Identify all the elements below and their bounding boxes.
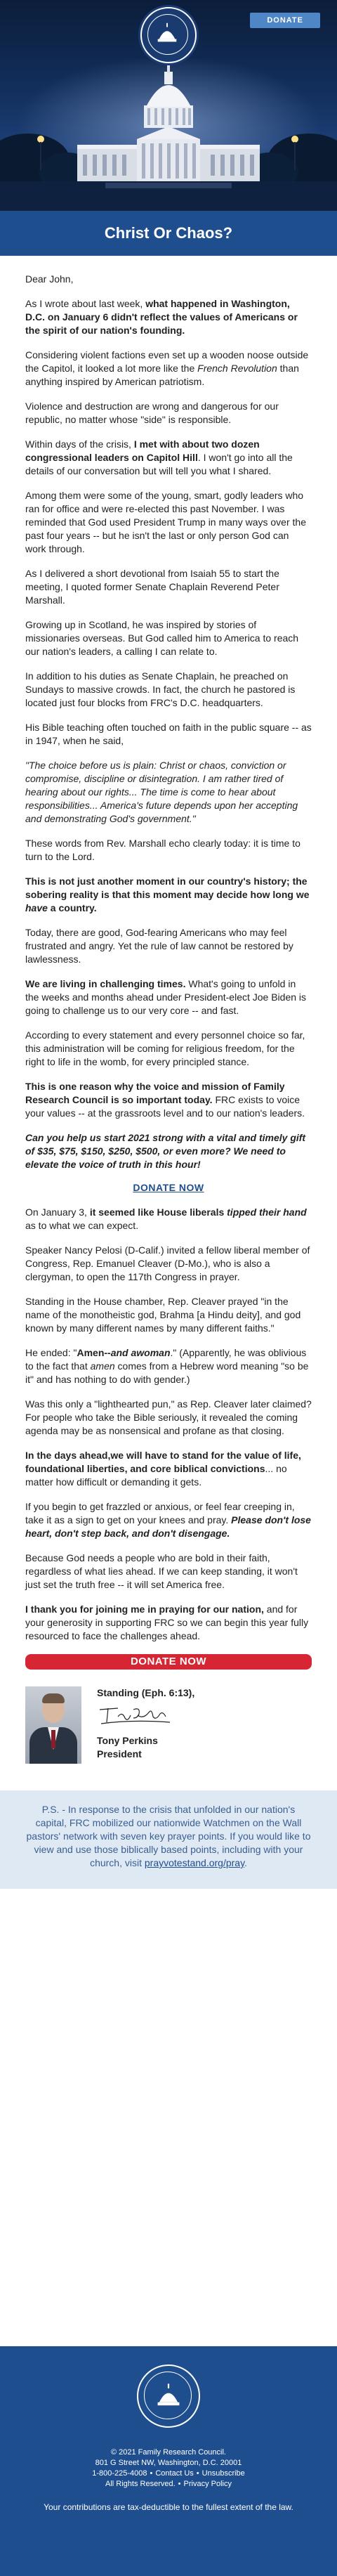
prayvotestand-link[interactable]: prayvotestand.org/pray bbox=[144, 1857, 245, 1868]
paragraph-6: As I delivered a short devotional from Isaiah 55 to start the meeting, I quoted former Senate Chaplain Reverend Peter Marshall. bbox=[25, 568, 279, 606]
paragraph-12: Today, there are good, God-fearing Americans who may feel frustrated and angry. Yet the rule of law cannot be restored by lawlessness. bbox=[25, 927, 293, 965]
paragraph-21: Was this only a "lighthearted pun," as Rep. Cleaver later claimed? For people who take the Bible seriously, it revealed the coming agenda may be as nonsensical and profane as that closing. bbox=[25, 1398, 312, 1436]
paragraph-4: Within days of the crisis, I met with about two dozen congressional leaders on Capitol Hill. I won't go into all the details of our conversation but will tell you what I shared. bbox=[25, 438, 293, 476]
paragraph-22: In the days ahead,we will have to stand for the value of life, foundational liberties, and core biblical convictions... no matter how difficult or demanding it gets. bbox=[25, 1450, 301, 1488]
paragraph-3: Violence and destruction are wrong and dangerous for our republic, no matter whose "side" is responsible. bbox=[25, 401, 279, 425]
hero-banner bbox=[0, 0, 337, 211]
signer-role: President bbox=[97, 1748, 142, 1759]
paragraph-14: According to every statement and every personnel choice so far, this administration will be coming for religious freedom, for the right to life in the womb, for every principled stance. bbox=[25, 1029, 305, 1067]
signoff-text bbox=[97, 1686, 194, 1761]
paragraph-1: As I wrote about last week, what happened in Washington, D.C. on January 6 didn't reflect the values of Americans or the spirit of our nation's founding. bbox=[25, 298, 298, 336]
footer-tax-note: Your contributions are tax-deductible to the fullest extent of the law. bbox=[44, 2502, 293, 2512]
footer-rights: All Rights Reserved. bbox=[105, 2480, 176, 2488]
paragraph-25: I thank you for joining me in praying for our nation, and for your generosity in supporting FRC so we can begin this year fully resourced to face the challenges ahead. bbox=[25, 1604, 309, 1641]
paragraph-11: This is not just another moment in our country's history; the sobering reality is that this moment may decide how long we have a country. bbox=[25, 876, 310, 913]
footer-dome-icon bbox=[153, 2381, 184, 2412]
paragraph-20: He ended: "Amen--and awoman." (Apparently, he was oblivious to the fact that amen comes from a Hebrew word meaning "so be it" and has nothing to do with gender.) bbox=[25, 1347, 309, 1385]
footer bbox=[0, 2346, 337, 2576]
paragraph-5: Among them were some of the young, smart, godly leaders who ran for office and were re-elected this past November. I was reminded that God used President Trump in many ways over the past four years -- but he isn't the last or only person God can work through. bbox=[25, 490, 306, 554]
paragraph-17: On January 3, it seemed like House liberals tipped their hand as to what we can expect. bbox=[25, 1206, 307, 1231]
email-title: Christ Or Chaos? bbox=[104, 224, 233, 242]
footer-frc-seal-icon[interactable] bbox=[137, 2364, 200, 2428]
salutation: Dear John, bbox=[25, 273, 74, 285]
footer-phone: 1-800-225-4008 bbox=[92, 2469, 147, 2478]
paragraph-13: We are living in challenging times. What's going to unfold in the weeks and months ahead under President-elect Joe Biden is going to challenge us to our very core -- and fast. bbox=[25, 978, 307, 1016]
capitol-night-image bbox=[0, 56, 337, 211]
paragraph-24: Because God needs a people who are bold in their faith, regardless of what lies ahead. If we can keep standing, it won't just set the truth free -- it will set America free. bbox=[25, 1552, 298, 1590]
title-bar bbox=[0, 211, 337, 256]
donate-now-link[interactable]: DONATE NOW bbox=[133, 1182, 204, 1193]
paragraph-16: Can you help us start 2021 strong with a vital and timely gift of $35, $75, $150, $250, $500, or even more? We need to elevate the voice of truth in this hour! bbox=[25, 1132, 306, 1170]
donate-now-button[interactable]: DONATE NOW bbox=[25, 1654, 312, 1670]
footer-copyright: © 2021 Family Research Council. bbox=[110, 2448, 226, 2457]
paragraph-10: These words from Rev. Marshall echo clearly today: it is time to turn to the Lord. bbox=[25, 838, 300, 862]
paragraph-2: Considering violent factions even set up a wooden noose outside the Capitol, it looked a lot more like the French Revolution than anything inspired by American patriotism. bbox=[25, 349, 309, 387]
signer-name: Tony Perkins bbox=[97, 1735, 158, 1746]
footer-address: 801 G Street NW, Washington, D.C. 20001 bbox=[95, 2459, 242, 2467]
paragraph-7: Growing up in Scotland, he was inspired by stories of missionaries overseas. But God called him to America to reach our nation's leaders, a calling I can relate to. bbox=[25, 619, 299, 657]
paragraph-9: His Bible teaching often touched on faith in the public square -- as in 1947, when he said, bbox=[25, 722, 312, 746]
footer-links-row-1: 1-800-225-4008 • Contact Us • Unsubscribe bbox=[92, 2469, 245, 2478]
capitol-dome-icon bbox=[154, 20, 180, 47]
contact-us-link[interactable]: Contact Us bbox=[155, 2469, 194, 2478]
signoff-standing: Standing (Eph. 6:13), bbox=[97, 1687, 195, 1698]
footer-links-row-2: All Rights Reserved. • Privacy Policy bbox=[105, 2480, 232, 2488]
ps-box: P.S. - In response to the crisis that unfolded in our nation's capital, FRC mobilized our nationwide Watchmen on the Wall pastors' network with seven key prayer points. If you would like to view and use those biblically based points, including with your church, visit prayvotestand.org/pray. bbox=[0, 1790, 337, 1889]
paragraph-19: Standing in the House chamber, Rep. Cleaver prayed "in the name of the monotheistic god, Brahma [a Hindu deity], and god known by many different names by many different faiths." bbox=[25, 1296, 301, 1334]
marshall-quote: "The choice before us is plain: Christ or chaos, conviction or compromise, discipline or disintegration. I am rather tired of hearing about our rights... The time is come to hear about responsibilities... America's future depends upon her accepting and demonstrating God's government." bbox=[25, 760, 298, 824]
frc-seal-icon[interactable] bbox=[140, 7, 197, 63]
letter-body bbox=[0, 256, 337, 1764]
ps-text: P.S. - In response to the crisis that unfolded in our nation's capital, FRC mobilized our nationwide Watchmen on the Wall pastors' network with seven key prayer points. If you would like to view and use those biblically based points, including with your church, visit bbox=[26, 1804, 311, 1868]
paragraph-15: This is one reason why the voice and mission of Family Research Council is so important today. FRC exists to voice your values -- at the grassroots level and to our nation's leaders. bbox=[25, 1081, 305, 1119]
privacy-policy-link[interactable]: Privacy Policy bbox=[183, 2480, 232, 2488]
signoff bbox=[25, 1686, 312, 1764]
tony-perkins-photo bbox=[25, 1686, 81, 1764]
signature-image bbox=[97, 1703, 174, 1726]
paragraph-8: In addition to his duties as Senate Chaplain, he preached on Sundays to massive crowds. In fact, the church he pastored is located just four blocks from FRC's D.C. headquarters. bbox=[25, 670, 296, 708]
header-donate-button[interactable]: DONATE bbox=[250, 13, 320, 28]
unsubscribe-link[interactable]: Unsubscribe bbox=[201, 2469, 245, 2478]
paragraph-18: Speaker Nancy Pelosi (D-Calif.) invited a fellow liberal member of Congress, Rep. Emanuel Cleaver (D-Mo.), who is also a clergyman, to open the 117th Congress in prayer. bbox=[25, 1244, 310, 1282]
paragraph-23: If you begin to get frazzled or anxious, or feel fear creeping in, take it as a sign to get on your knees and pray. Please don't lose heart, don't step back, and don't disengage. bbox=[25, 1501, 311, 1539]
donate-now-link-container bbox=[25, 1181, 312, 1195]
